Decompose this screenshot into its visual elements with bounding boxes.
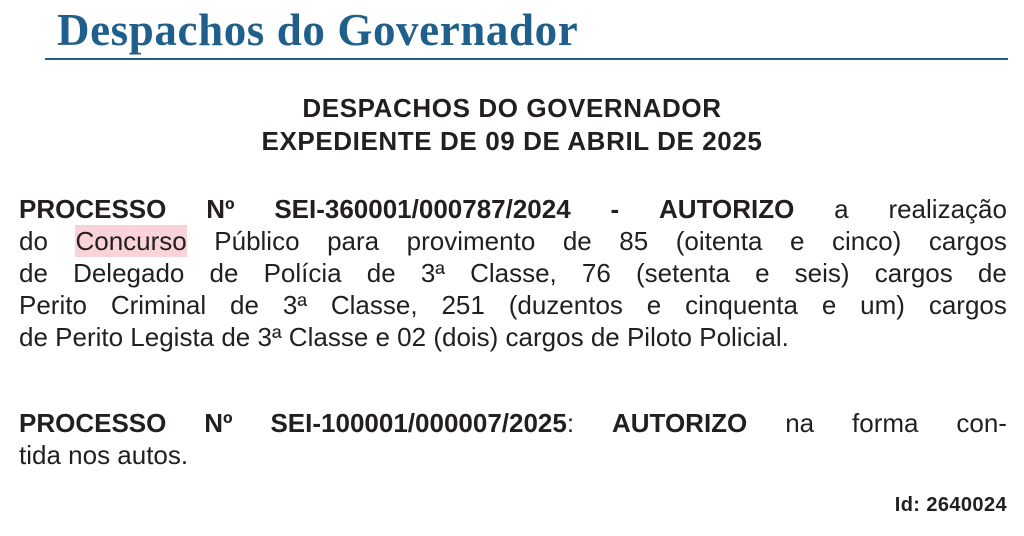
masthead-rule bbox=[45, 58, 1008, 60]
word: de bbox=[977, 258, 1007, 288]
word: 76 bbox=[581, 258, 611, 288]
word: provimento bbox=[406, 226, 536, 256]
word: AUTORIZO bbox=[611, 408, 748, 438]
paragraph-line bbox=[19, 193, 1007, 225]
word: Público bbox=[214, 226, 300, 256]
document-subtitle: EXPEDIENTE DE 09 DE ABRIL DE 2025 bbox=[261, 126, 763, 156]
word: con- bbox=[956, 408, 1007, 438]
highlighted-word: Concurso bbox=[75, 226, 187, 256]
word: Delegado bbox=[73, 258, 185, 288]
word: Nº bbox=[204, 408, 233, 438]
word: cargos bbox=[874, 258, 953, 288]
paragraph-line bbox=[19, 257, 1007, 289]
word: PROCESSO bbox=[19, 408, 167, 438]
word: Perito bbox=[19, 290, 87, 320]
word: na bbox=[785, 408, 815, 438]
masthead-title: Despachos do Governador bbox=[57, 5, 579, 55]
document-id: Id: 2640024 bbox=[894, 494, 1007, 516]
word: realização bbox=[888, 194, 1007, 224]
process-number: SEI-360001/000787/2024 bbox=[274, 194, 571, 224]
word: e bbox=[821, 290, 837, 320]
word: de bbox=[230, 290, 259, 320]
word: para bbox=[327, 226, 380, 256]
process-number: SEI-100001/000007/2025 bbox=[270, 408, 567, 438]
paragraph-process-2 bbox=[19, 407, 1007, 471]
word: de bbox=[209, 258, 239, 288]
paragraph-line bbox=[19, 407, 1007, 439]
word: - bbox=[610, 194, 620, 224]
line-text: de Perito Legista de 3ª Classe e 02 (dois) cargos de Piloto Policial. bbox=[19, 322, 789, 352]
word: Criminal bbox=[110, 290, 207, 320]
word: 85 bbox=[619, 226, 649, 256]
word: (duzentos bbox=[508, 290, 623, 320]
word: 3ª bbox=[420, 258, 445, 288]
paragraph-line bbox=[19, 321, 1007, 353]
word: Nº bbox=[206, 194, 235, 224]
document-title: DESPACHOS DO GOVERNADOR bbox=[302, 93, 722, 123]
word: PROCESSO bbox=[19, 194, 167, 224]
paragraph-line bbox=[19, 289, 1007, 321]
word: 251 bbox=[441, 290, 485, 320]
word: do bbox=[19, 226, 48, 256]
word: seis) bbox=[794, 258, 850, 288]
paragraph-line bbox=[19, 225, 1007, 257]
process-number-group bbox=[270, 407, 574, 439]
word: e bbox=[646, 290, 662, 320]
word: 3ª bbox=[282, 290, 307, 320]
word: de bbox=[19, 258, 48, 288]
paragraph-process-1 bbox=[19, 193, 1007, 353]
word: de bbox=[366, 258, 396, 288]
word: cinco) bbox=[831, 226, 902, 256]
word: a bbox=[834, 194, 849, 224]
word: cargos bbox=[928, 226, 1007, 256]
paragraph-line bbox=[19, 439, 1007, 471]
word: forma bbox=[852, 408, 919, 438]
word: cinquenta bbox=[685, 290, 798, 320]
word: de bbox=[562, 226, 592, 256]
word: (oitenta bbox=[675, 226, 763, 256]
word: Polícia bbox=[263, 258, 342, 288]
word: Classe, bbox=[470, 258, 557, 288]
word: (setenta bbox=[635, 258, 730, 288]
word: Classe, bbox=[330, 290, 418, 320]
word: cargos bbox=[928, 290, 1007, 320]
colon: : bbox=[566, 408, 575, 438]
word: e bbox=[755, 258, 770, 288]
word: e bbox=[789, 226, 805, 256]
word: AUTORIZO bbox=[659, 194, 795, 224]
line-text: tida nos autos. bbox=[19, 440, 189, 470]
word: um) bbox=[860, 290, 905, 320]
